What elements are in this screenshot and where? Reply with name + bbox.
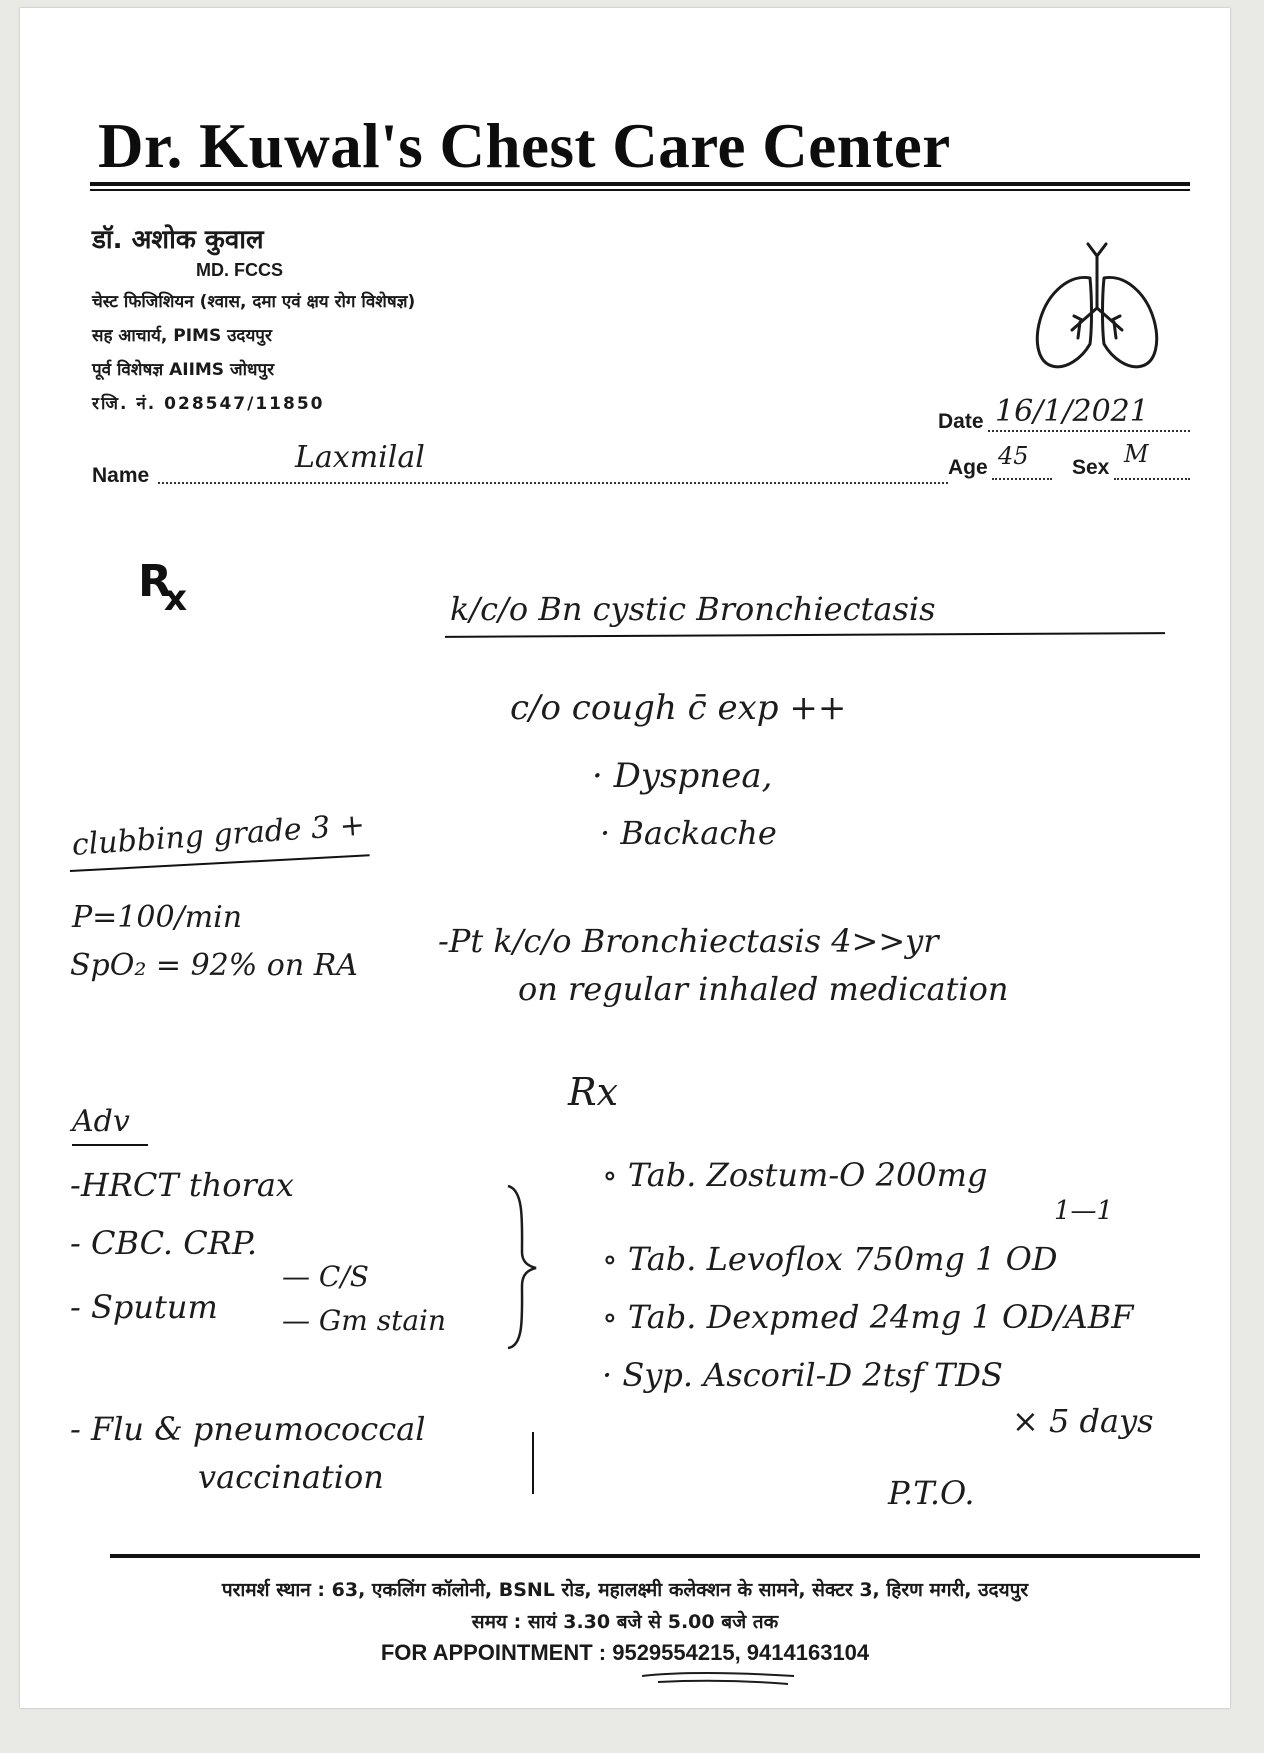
advice-sputum: - Sputum	[70, 1288, 218, 1326]
rx-handwritten: Rx	[568, 1070, 619, 1114]
vaccine-mark	[532, 1432, 534, 1494]
advice-cbc: - CBC. CRP.	[70, 1224, 258, 1262]
name-value: Laxmilal	[295, 440, 425, 475]
medicine-3: ∘ Tab. Dexpmed 24mg 1 OD/ABF	[602, 1298, 1134, 1336]
advice-vaccine: - Flu & pneumococcal	[70, 1410, 426, 1448]
date-line	[988, 430, 1190, 432]
history-line-2: on regular inhaled medication	[518, 970, 1009, 1008]
advice-heading: Adv	[72, 1104, 130, 1139]
doctor-registration: रजि. नं. 028547/11850	[92, 394, 325, 414]
footer	[20, 1576, 1230, 1666]
date-value: 16/1/2021	[995, 394, 1149, 429]
footer-address: परामर्श स्थान : 63, एकलिंग कॉलोनी, BSNL रोड, महालक्ष्मी कलेक्शन के सामने, सेक्टर 3, हिरण मगरी, उदयपुर	[221, 1579, 1029, 1601]
age-line	[992, 478, 1052, 480]
doctor-former-position: पूर्व विशेषज्ञ AIIMS जोधपुर	[92, 360, 275, 380]
header-rule-thin	[90, 189, 1190, 191]
medicine-1: ∘ Tab. Zostum-O 200mg	[602, 1156, 988, 1194]
advice-underline	[72, 1144, 148, 1146]
header-rule	[90, 182, 1190, 186]
appointment-underline	[638, 1668, 798, 1688]
complaint-backache: · Backache	[600, 814, 777, 852]
spo2-note: SpO₂ = 92% on RA	[70, 948, 358, 983]
clinic-title: Dr. Kuwal's Chest Care Center	[98, 111, 951, 181]
complaint-cough: c/o cough c̄ exp ++	[510, 688, 847, 728]
sex-line	[1114, 478, 1190, 480]
advice-vaccine-2: vaccination	[198, 1458, 384, 1496]
doctor-degree: MD. FCCS	[196, 260, 283, 280]
doctor-name: डॉ. अशोक कुवाल	[92, 225, 264, 255]
advice-sputum-gram: — Gm stain	[282, 1304, 447, 1337]
pulse-note: P=100/min	[72, 900, 243, 935]
footer-appointment: FOR APPOINTMENT : 9529554215, 9414163104	[380, 1640, 870, 1665]
diagnosis-underline	[445, 632, 1165, 638]
doctor-specialty: चेस्ट फिजिशियन (श्वास, दमा एवं क्षय रोग विशेषज्ञ)	[92, 292, 416, 312]
pto-note: P.T.O.	[888, 1474, 975, 1512]
age-value: 45	[998, 442, 1029, 470]
tests-bracket	[502, 1182, 542, 1352]
sex-value: M	[1124, 440, 1149, 468]
medicine-2: ∘ Tab. Levoflox 750mg 1 OD	[602, 1240, 1058, 1278]
age-label: Age	[948, 456, 988, 479]
medicine-4: · Syp. Ascoril-D 2tsf TDS	[602, 1356, 1003, 1394]
footer-timing: समय : सायं 3.30 बजे से 5.00 बजे तक	[471, 1611, 779, 1633]
history-line-1: -Pt k/c/o Bronchiectasis 4>>yr	[438, 922, 939, 960]
medicine-1-dose: 1—1	[1054, 1196, 1114, 1226]
prescription-sheet	[20, 8, 1230, 1708]
doctor-info	[92, 220, 415, 425]
sex-label: Sex	[1072, 456, 1110, 479]
doctor-position: सह आचार्य, PIMS उदयपुर	[92, 326, 272, 346]
name-line	[158, 482, 948, 484]
medicine-4-duration: × 5 days	[1012, 1402, 1154, 1440]
date-label: Date	[938, 410, 984, 433]
diagnosis: k/c/o Bn cystic Bronchiectasis	[450, 590, 936, 628]
complaint-dyspnea: · Dyspnea,	[592, 756, 773, 796]
advice-hrct: -HRCT thorax	[70, 1166, 294, 1204]
footer-rule	[110, 1554, 1200, 1558]
rx-symbol: $R_x$	[138, 556, 188, 619]
name-label: Name	[92, 464, 150, 487]
lungs-icon	[1022, 238, 1172, 388]
advice-sputum-cs: — C/S	[282, 1260, 369, 1293]
clubbing-note: clubbing grade 3 +	[70, 807, 366, 863]
